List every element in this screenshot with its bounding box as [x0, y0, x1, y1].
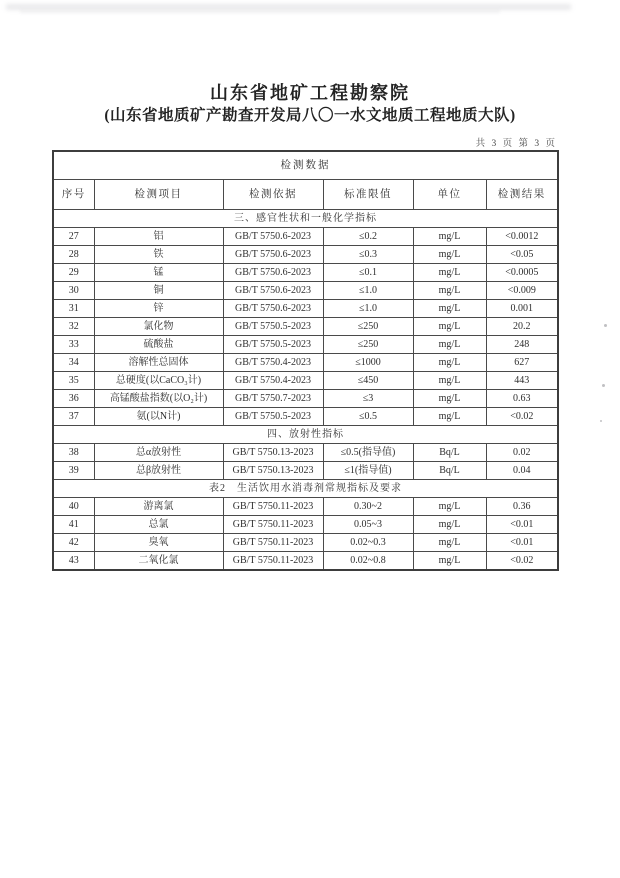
- cell-basis: GB/T 5750.11-2023: [223, 498, 323, 516]
- cell-no: 43: [53, 552, 94, 571]
- cell-item: 总β放射性: [94, 462, 223, 480]
- cell-result: <0.01: [486, 516, 558, 534]
- table-row: [53, 282, 558, 300]
- cell-basis: GB/T 5750.5-2023: [223, 318, 323, 336]
- cell-item: 氨(以N计): [94, 408, 223, 426]
- cell-item: 高锰酸盐指数(以O₂计): [94, 390, 223, 408]
- cell-unit: mg/L: [413, 228, 486, 246]
- cell-limit: ≤1(指导值): [323, 462, 413, 480]
- cell-limit: 0.30~2: [323, 498, 413, 516]
- cell-item: 总α放射性: [94, 444, 223, 462]
- table-row: [53, 264, 558, 282]
- cell-unit: mg/L: [413, 552, 486, 571]
- column-header-no: 序号: [53, 180, 94, 210]
- section-label: 表2 生活饮用水消毒剂常规指标及要求: [53, 480, 558, 498]
- cell-basis: GB/T 5750.11-2023: [223, 552, 323, 571]
- cell-no: 28: [53, 246, 94, 264]
- test-data-table: [52, 150, 559, 571]
- cell-limit: 0.02~0.8: [323, 552, 413, 571]
- cell-unit: mg/L: [413, 498, 486, 516]
- cell-limit: ≤0.3: [323, 246, 413, 264]
- cell-limit: ≤0.2: [323, 228, 413, 246]
- cell-unit: mg/L: [413, 534, 486, 552]
- cell-basis: GB/T 5750.6-2023: [223, 228, 323, 246]
- cell-result: <0.02: [486, 408, 558, 426]
- cell-item: 铜: [94, 282, 223, 300]
- cell-unit: mg/L: [413, 408, 486, 426]
- cell-result: <0.0005: [486, 264, 558, 282]
- column-header-result: 检测结果: [486, 180, 558, 210]
- cell-no: 34: [53, 354, 94, 372]
- scan-speck: [602, 384, 605, 387]
- column-header-unit: 单位: [413, 180, 486, 210]
- cell-basis: GB/T 5750.6-2023: [223, 246, 323, 264]
- table-row: [53, 534, 558, 552]
- cell-unit: mg/L: [413, 318, 486, 336]
- cell-result: 0.04: [486, 462, 558, 480]
- cell-limit: ≤1.0: [323, 282, 413, 300]
- cell-item: 溶解性总固体: [94, 354, 223, 372]
- cell-basis: GB/T 5750.13-2023: [223, 462, 323, 480]
- cell-unit: mg/L: [413, 336, 486, 354]
- table-row: [53, 246, 558, 264]
- table-caption-row: [53, 151, 558, 180]
- table-row: [53, 516, 558, 534]
- cell-result: 443: [486, 372, 558, 390]
- cell-limit: ≤0.5(指导值): [323, 444, 413, 462]
- cell-basis: GB/T 5750.5-2023: [223, 408, 323, 426]
- cell-no: 37: [53, 408, 94, 426]
- cell-no: 41: [53, 516, 94, 534]
- cell-result: 0.001: [486, 300, 558, 318]
- cell-item: 臭氧: [94, 534, 223, 552]
- cell-item: 铁: [94, 246, 223, 264]
- cell-limit: ≤250: [323, 318, 413, 336]
- cell-limit: ≤450: [323, 372, 413, 390]
- cell-unit: Bq/L: [413, 462, 486, 480]
- cell-item: 总氯: [94, 516, 223, 534]
- table-row: [53, 372, 558, 390]
- cell-no: 31: [53, 300, 94, 318]
- cell-result: 0.02: [486, 444, 558, 462]
- table-header-row: [53, 180, 558, 210]
- section-label: 三、感官性状和一般化学指标: [53, 210, 558, 228]
- cell-item: 硫酸盐: [94, 336, 223, 354]
- table-caption: 检测数据: [53, 151, 558, 180]
- table-row: [53, 228, 558, 246]
- column-header-limit: 标准限值: [323, 180, 413, 210]
- table-row: [53, 390, 558, 408]
- cell-basis: GB/T 5750.5-2023: [223, 336, 323, 354]
- cell-result: <0.05: [486, 246, 558, 264]
- cell-result: <0.01: [486, 534, 558, 552]
- cell-item: 铝: [94, 228, 223, 246]
- scan-speck: [604, 324, 607, 327]
- cell-unit: mg/L: [413, 516, 486, 534]
- cell-result: 20.2: [486, 318, 558, 336]
- cell-basis: GB/T 5750.4-2023: [223, 354, 323, 372]
- column-header-item: 检测项目: [94, 180, 223, 210]
- cell-unit: mg/L: [413, 372, 486, 390]
- cell-unit: mg/L: [413, 354, 486, 372]
- table-row: [53, 300, 558, 318]
- table-row: [53, 336, 558, 354]
- table-row: [53, 408, 558, 426]
- cell-unit: Bq/L: [413, 444, 486, 462]
- cell-result: <0.0012: [486, 228, 558, 246]
- cell-result: <0.02: [486, 552, 558, 571]
- cell-no: 40: [53, 498, 94, 516]
- cell-basis: GB/T 5750.4-2023: [223, 372, 323, 390]
- cell-unit: mg/L: [413, 264, 486, 282]
- cell-basis: GB/T 5750.6-2023: [223, 300, 323, 318]
- cell-no: 35: [53, 372, 94, 390]
- cell-item: 氯化物: [94, 318, 223, 336]
- cell-unit: mg/L: [413, 282, 486, 300]
- cell-result: 627: [486, 354, 558, 372]
- cell-unit: mg/L: [413, 300, 486, 318]
- cell-basis: GB/T 5750.11-2023: [223, 516, 323, 534]
- cell-no: 42: [53, 534, 94, 552]
- cell-limit: ≤1000: [323, 354, 413, 372]
- cell-no: 39: [53, 462, 94, 480]
- table-row: [53, 444, 558, 462]
- table-row: [53, 318, 558, 336]
- cell-result: 0.36: [486, 498, 558, 516]
- cell-item: 总硬度(以CaCO₃计): [94, 372, 223, 390]
- cell-limit: ≤0.5: [323, 408, 413, 426]
- cell-item: 锌: [94, 300, 223, 318]
- cell-basis: GB/T 5750.7-2023: [223, 390, 323, 408]
- table-row: [53, 498, 558, 516]
- cell-no: 27: [53, 228, 94, 246]
- cell-no: 29: [53, 264, 94, 282]
- scan-speck: [600, 420, 602, 422]
- cell-item: 二氧化氯: [94, 552, 223, 571]
- page-number-info: 共 3 页 第 3 页: [475, 139, 557, 149]
- cell-basis: GB/T 5750.6-2023: [223, 282, 323, 300]
- cell-result: 0.63: [486, 390, 558, 408]
- section-row: [53, 210, 558, 228]
- organization-title: 山东省地矿工程勘察院: [210, 83, 410, 103]
- cell-no: 30: [53, 282, 94, 300]
- cell-result: 248: [486, 336, 558, 354]
- scan-artifact-band: [20, 10, 500, 13]
- section-row: [53, 480, 558, 498]
- table-row: [53, 354, 558, 372]
- cell-limit: 0.02~0.3: [323, 534, 413, 552]
- cell-no: 36: [53, 390, 94, 408]
- section-label: 四、放射性指标: [53, 426, 558, 444]
- cell-no: 33: [53, 336, 94, 354]
- cell-basis: GB/T 5750.13-2023: [223, 444, 323, 462]
- cell-unit: mg/L: [413, 246, 486, 264]
- cell-item: 锰: [94, 264, 223, 282]
- cell-result: <0.009: [486, 282, 558, 300]
- cell-limit: ≤250: [323, 336, 413, 354]
- table-row: [53, 552, 558, 571]
- cell-limit: 0.05~3: [323, 516, 413, 534]
- cell-limit: ≤3: [323, 390, 413, 408]
- cell-limit: ≤1.0: [323, 300, 413, 318]
- organization-subtitle: (山东省地质矿产勘查开发局八〇一水文地质工程地质大队): [104, 107, 516, 124]
- cell-no: 38: [53, 444, 94, 462]
- cell-item: 游离氯: [94, 498, 223, 516]
- column-header-basis: 检测依据: [223, 180, 323, 210]
- cell-basis: GB/T 5750.6-2023: [223, 264, 323, 282]
- cell-no: 32: [53, 318, 94, 336]
- table-row: [53, 462, 558, 480]
- section-row: [53, 426, 558, 444]
- cell-basis: GB/T 5750.11-2023: [223, 534, 323, 552]
- cell-limit: ≤0.1: [323, 264, 413, 282]
- cell-unit: mg/L: [413, 390, 486, 408]
